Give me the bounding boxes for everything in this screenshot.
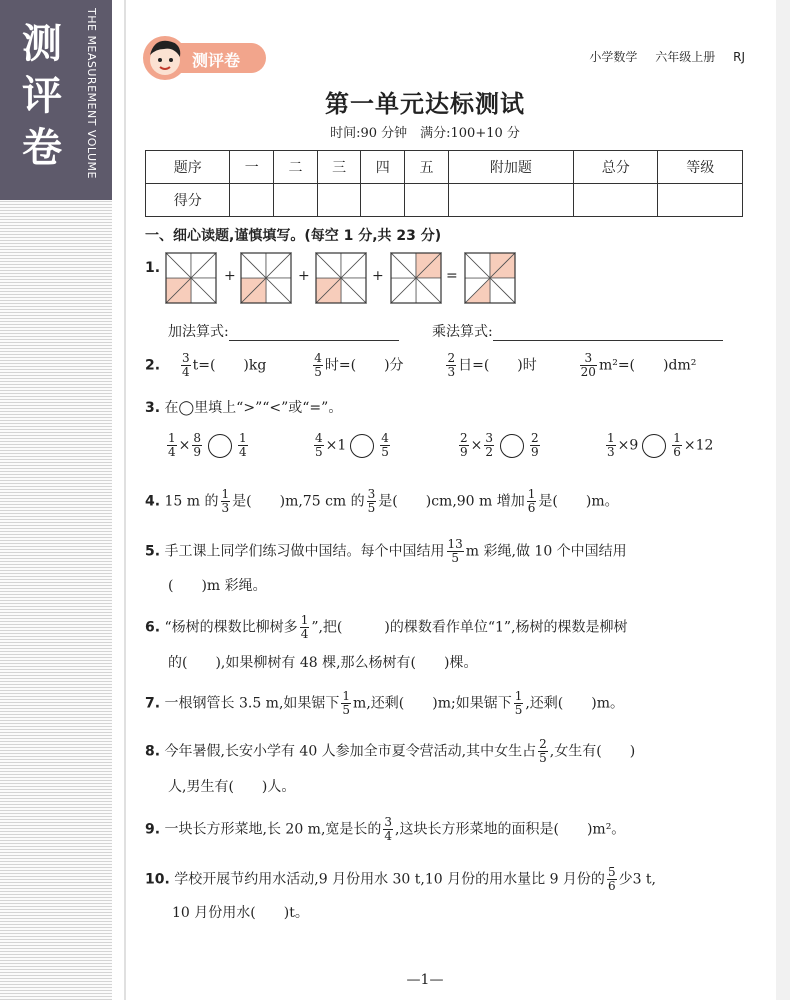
score-cell: 附加题 <box>448 151 573 184</box>
score-cell: 四 <box>361 151 405 184</box>
header-meta <box>575 48 745 65</box>
page-spine <box>124 0 126 1000</box>
question-8: 8. 今年暑假,长安小学有 40 人参加全市夏令营活动,其中女生占 $\frac{2}{5}$ ,女生有( ) <box>145 737 636 765</box>
q3-expr-3: $\frac{2}{9}$ × $\frac{3}{2}$ $\frac{2}{9}$ <box>460 431 539 459</box>
badge-label: 测评卷 <box>192 51 241 70</box>
score-cell: 一 <box>230 151 274 184</box>
add-answer-blank[interactable] <box>229 340 399 341</box>
score-cell: 二 <box>274 151 318 184</box>
plus-sign: + <box>298 268 310 284</box>
q3-expr-2: $\frac{4}{5}$ ×1 $\frac{4}{5}$ <box>315 431 389 459</box>
score-input-cell[interactable] <box>448 184 573 217</box>
q3-expr-4: $\frac{1}{3}$ ×9 $\frac{1}{6}$ ×12 <box>607 431 714 459</box>
page-edge <box>776 0 790 1000</box>
mul-answer-blank[interactable] <box>493 340 723 341</box>
sidebar-title: 测评卷 <box>22 21 62 171</box>
equals-sign: = <box>446 268 458 284</box>
page-title: 第一单元达标测试 <box>325 89 525 118</box>
score-input-cell[interactable] <box>658 184 743 217</box>
score-input-cell[interactable] <box>574 184 658 217</box>
question-2: 2. $\frac{3}{4}$ t=( )kg $\frac{4}{5}$ 时=( )分 $\frac{2}{3}$ 日=( )时 $\frac{3}{20}$ m²=( )dm² <box>145 351 697 379</box>
student-avatar-icon <box>142 35 188 81</box>
score-cell: 五 <box>405 151 449 184</box>
score-input-cell[interactable] <box>317 184 361 217</box>
shaded-square-figure <box>390 252 442 304</box>
add-label: 加法算式: <box>168 324 229 340</box>
question-7: 7. 一根钢管长 3.5 m,如果锯下 $\frac{1}{5}$ m,还剩( )m;如果锯下 $\frac{1}{5}$ ,还剩( )m。 <box>145 689 624 717</box>
score-table-score-row <box>146 184 743 217</box>
score-table-header-row <box>146 151 743 184</box>
plus-sign: + <box>372 268 384 284</box>
score-cell: 题序 <box>146 151 230 184</box>
score-cell: 等级 <box>658 151 743 184</box>
shaded-square-figure <box>240 252 292 304</box>
score-input-cell[interactable] <box>230 184 274 217</box>
fraction: $\frac{3}{20}$ <box>580 351 596 379</box>
score-input-cell[interactable] <box>361 184 405 217</box>
score-cell: 三 <box>317 151 361 184</box>
question-10: 10. 学校开展节约用水活动,9 月份用水 30 t,10 月份的用水量比 9 月份的 $\frac{5}{6}$ 少3 t, <box>145 865 657 893</box>
question-8-line2: 人,男生有( )人。 <box>168 779 296 795</box>
page-number: —1— <box>406 972 444 988</box>
question-3: 3. 在◯里填上“>”“<”或“=”。 <box>145 400 343 416</box>
shaded-square-figure <box>315 252 367 304</box>
question-5-line2: ( )m 彩绳。 <box>168 578 267 594</box>
score-table <box>145 150 743 217</box>
question-10-line2: 10 月份用水( )t。 <box>172 905 309 921</box>
score-input-cell[interactable] <box>405 184 449 217</box>
header-badge <box>142 35 268 79</box>
q1-add-row <box>168 321 399 341</box>
shaded-square-figure <box>165 252 217 304</box>
question-6: 6. “杨树的棵数比柳树多 $\frac{1}{4}$ ”,把( )的棵数看作单位“1”,杨树的棵数是柳树 <box>145 613 628 641</box>
mul-label: 乘法算式: <box>432 324 493 340</box>
score-cell: 总分 <box>574 151 658 184</box>
q3-expr-1: $\frac{1}{4}$ × $\frac{8}{9}$ $\frac{1}{4}$ <box>168 431 247 459</box>
fraction: $\frac{3}{4}$ <box>181 351 190 379</box>
question-6-line2: 的( ),如果柳树有 48 棵,那么杨树有( )棵。 <box>168 655 478 671</box>
score-input-cell[interactable] <box>274 184 318 217</box>
fraction: $\frac{4}{5}$ <box>314 351 322 379</box>
question-4: 4. 15 m 的 $\frac{1}{3}$ 是( )m,75 cm 的 $\frac{3}{5}$ 是( )cm,90 m 增加 $\frac{1}{6}$ 是( )m。 <box>145 487 619 515</box>
q1-mul-row <box>432 321 723 341</box>
section-heading: 一、细心读题,谨慎填写。(每空 1 分,共 23 分) <box>145 228 442 244</box>
subject-label: 小学数学 <box>589 50 638 64</box>
fraction: $\frac{2}{3}$ <box>447 351 456 379</box>
sidebar-vertical-text: THE MEASUREMENT VOLUME <box>85 8 98 179</box>
shaded-square-figure <box>464 252 516 304</box>
q1-number: 1. <box>145 260 161 276</box>
question-9: 9. 一块长方形菜地,长 20 m,宽是长的 $\frac{3}{4}$ ,这块长方形菜地的面积是( )m²。 <box>145 815 626 843</box>
question-5: 5. 手工课上同学们练习做中国结。每个中国结用 $\frac{13}{5}$ m 彩绳,做 10 个中国结用 <box>145 537 627 565</box>
compare-circle[interactable] <box>642 434 666 458</box>
grade-label: 六年级上册 <box>655 50 716 64</box>
compare-circle[interactable] <box>208 434 232 458</box>
compare-circle[interactable] <box>350 434 374 458</box>
compare-circle[interactable] <box>500 434 524 458</box>
edition-label: RJ <box>733 50 745 64</box>
plus-sign: + <box>224 268 236 284</box>
score-cell: 得分 <box>146 184 230 217</box>
page-subtitle: 时间:90 分钟 满分:100+10 分 <box>330 126 520 141</box>
